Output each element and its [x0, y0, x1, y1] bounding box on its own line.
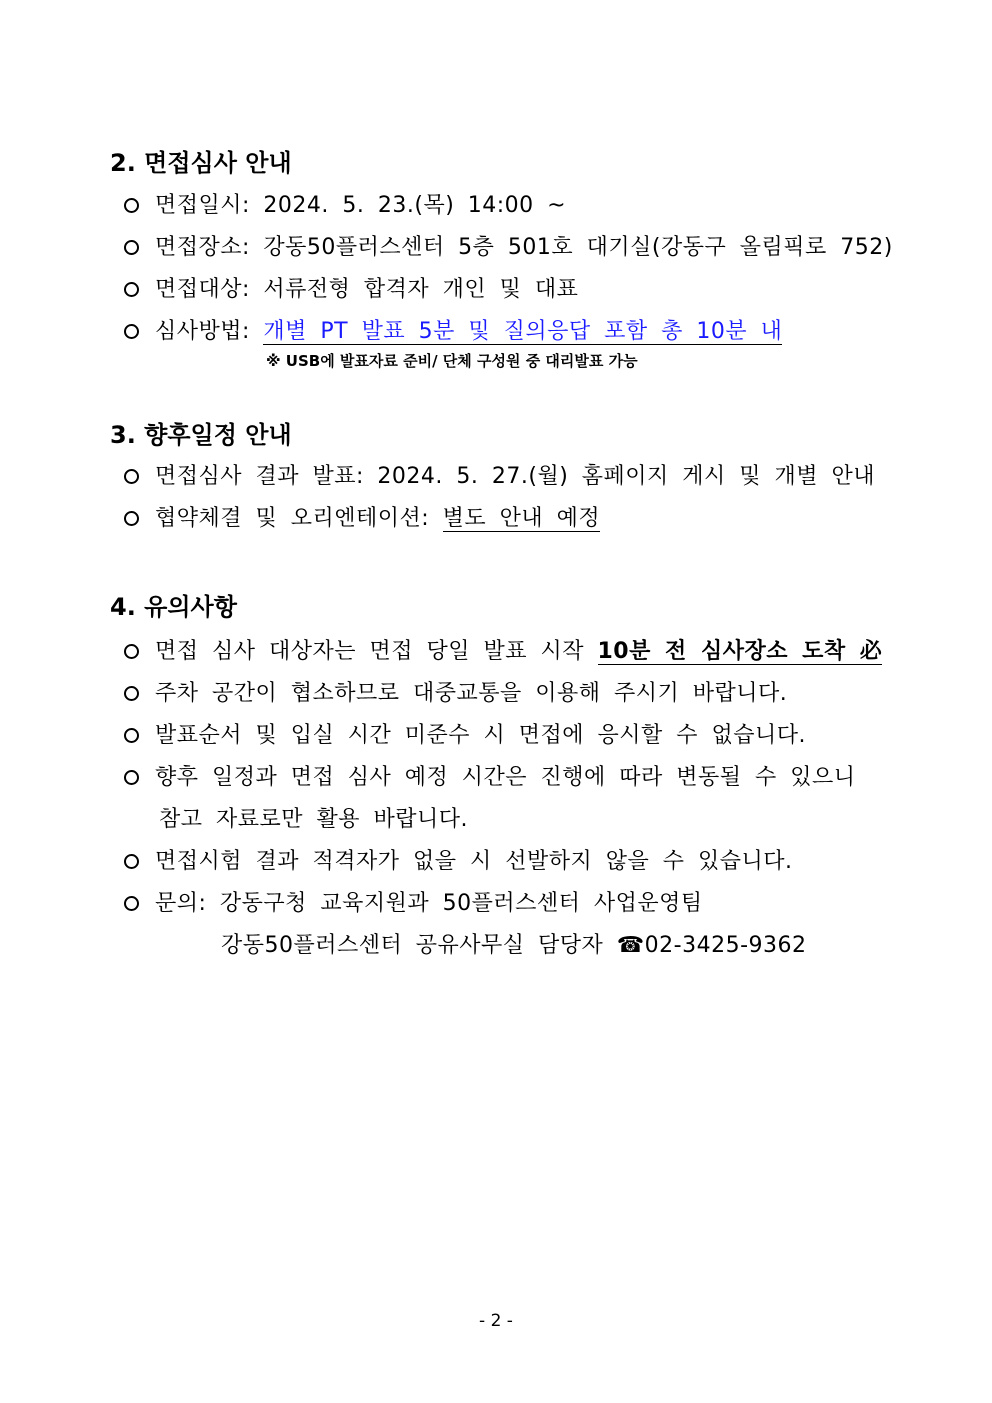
bullet-icon: [124, 770, 139, 785]
list-item: [124, 679, 787, 709]
list-item: [124, 889, 703, 919]
item-value-highlight: 개별 PT 발표 5분 및 질의응답 포함 총 10분 내: [263, 319, 783, 344]
item-value: 서류전형 합격자 개인 및 대표: [263, 277, 579, 302]
phone-icon: ☎: [616, 933, 645, 958]
list-item-continuation: 참고 자료로만 활용 바랍니다.: [159, 807, 468, 832]
item-text: 주차 공간이 협소하므로 대중교통을 이용해 주시기 바랍니다.: [155, 681, 788, 706]
list-item: [124, 721, 806, 751]
item-value: 2024. 5. 23.(목) 14:00 ~: [263, 193, 567, 218]
section3-heading: 3. 향후일정 안내: [110, 421, 292, 449]
item-label: 면접심사 결과 발표:: [155, 464, 364, 489]
bullet-icon: [124, 728, 139, 743]
item-text: 향후 일정과 면접 심사 예정 시간은 진행에 따라 변동될 수 있으니: [155, 765, 856, 790]
bullet-icon: [124, 854, 139, 869]
bullet-icon: [124, 324, 139, 339]
item-text: 면접 심사 대상자는 면접 당일 발표 시작: [155, 639, 584, 664]
page-number: - 2 -: [479, 1311, 513, 1331]
item-label: 면접장소:: [155, 235, 250, 260]
item-text: 면접시험 결과 적격자가 없을 시 선발하지 않을 수 있습니다.: [155, 849, 793, 874]
bullet-icon: [124, 240, 139, 255]
list-item: [124, 763, 856, 793]
bullet-icon: [124, 644, 139, 659]
list-item: [124, 847, 793, 877]
bullet-icon: [124, 511, 139, 526]
item-value: 2024. 5. 27.(월) 홈페이지 게시 및 개별 안내: [377, 464, 876, 489]
list-item: [124, 504, 600, 534]
phone-number: 02-3425-9362: [644, 933, 807, 958]
note: ※ USB에 발표자료 준비/ 단체 구성원 중 대리발표 가능: [266, 352, 638, 370]
item-text: 문의: 강동구청 교육지원과 50플러스센터 사업운영팀: [155, 891, 703, 916]
section2-heading: 2. 면접심사 안내: [110, 149, 292, 177]
item-label: 심사방법:: [155, 319, 250, 344]
section4-heading: 4. 유의사항: [110, 593, 237, 621]
bullet-icon: [124, 896, 139, 911]
item-label: 협약체결 및 오리엔테이션:: [155, 506, 430, 531]
item-value: 강동50플러스센터 5층 501호 대기실(강동구 올림픽로 752): [263, 235, 893, 260]
item-text: 발표순서 및 입실 시간 미준수 시 면접에 응시할 수 없습니다.: [155, 723, 806, 748]
list-item: [124, 462, 875, 492]
bullet-icon: [124, 686, 139, 701]
item-label: 면접일시:: [155, 193, 250, 218]
list-item: [124, 637, 882, 667]
list-item: [124, 191, 566, 221]
contact-line: [221, 931, 807, 961]
list-item: [124, 233, 893, 263]
item-value: 별도 안내 예정: [442, 506, 601, 531]
item-label: 면접대상:: [155, 277, 250, 302]
bullet-icon: [124, 282, 139, 297]
item-emphasis: 10분 전 심사장소 도착 必: [597, 639, 883, 664]
list-item: [124, 317, 782, 347]
contact-person: 강동50플러스센터 공유사무실 담당자: [221, 933, 604, 958]
bullet-icon: [124, 198, 139, 213]
bullet-icon: [124, 469, 139, 484]
list-item: [124, 275, 578, 305]
